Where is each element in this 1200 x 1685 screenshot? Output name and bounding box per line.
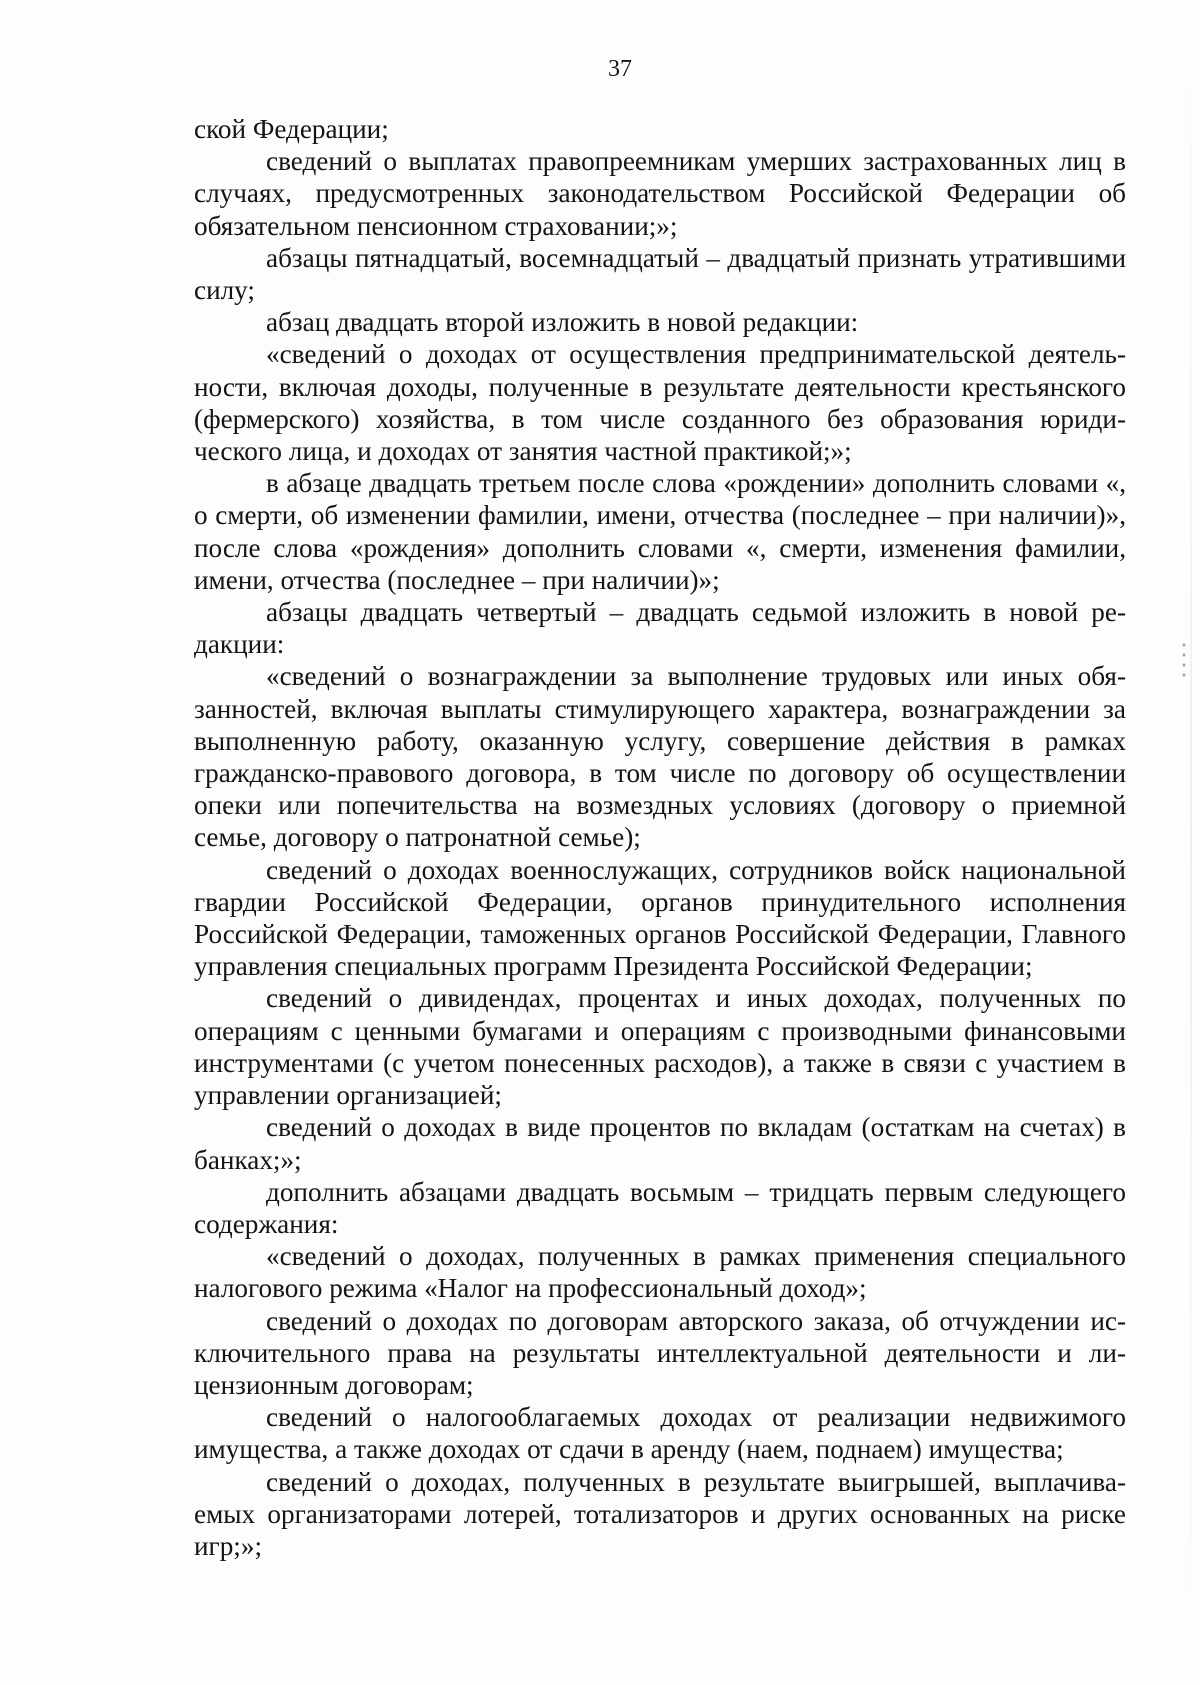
paragraph: сведений о доходах, полученных в результате выигрышей, выплачиваемых организаторами лотерей, тотализаторов и других основанных на риске игр;»; xyxy=(194,1466,1126,1561)
paragraph: сведений о дивидендах, процентах и иных доходах, полученных по операциям с ценными бумагами и операциям с производными финансовыми инструментами (с учетом понесенных расходов), а также в связи с участием в управлении организацией; xyxy=(194,983,1126,1111)
paragraph: сведений о выплатах правопреемникам умерших застрахованных лиц в случаях, предусмотренных законодательством Российской Федерации об обязательном пенсионном страховании;»; xyxy=(194,146,1126,241)
paragraph: «сведений о вознаграждении за выполнение трудовых или иных обязанностей, включая выплаты стимулирующего характера, вознаграждении за выполненную работу, оказанную услугу, совершение действия в рамках гражданско-правового договора, в том числе по договору об осуществлении опеки или попечительства на возмездных условиях (договору о приемной семье, договору о патронатной семье); xyxy=(194,661,1126,853)
paragraph: абзац двадцать второй изложить в новой редакции: xyxy=(266,307,859,338)
paragraph: «сведений о доходах, полученных в рамках применения специального налогового режима «Налог на профессиональный доход»; xyxy=(194,1241,1126,1304)
scan-artifact xyxy=(1182,640,1186,680)
page-number: 37 xyxy=(608,56,632,82)
paragraph: сведений о налогооблагаемых доходах от реализации недвижимого имущества, а также доходах от сдачи в аренду (наем, поднаем) имущества; xyxy=(194,1402,1126,1465)
paragraph: абзацы пятнадцатый, восемнадцатый – двадцатый признать утратившими силу; xyxy=(194,242,1126,306)
document-body xyxy=(194,113,1126,1562)
paragraph: ской Федерации; xyxy=(194,114,389,144)
paragraph: дополнить абзацами двадцать восьмым – тридцать первым следующего содержания: xyxy=(194,1176,1126,1239)
paragraph: сведений о доходах в виде процентов по вкладам (остаткам на счетах) в банках;»; xyxy=(194,1112,1126,1175)
paragraph: сведений о доходах военнослужащих, сотрудников войск национальной гвардии Российской Федерации, органов принудительного исполнения Российской Федерации, таможенных органов Российской Федерации, Главного управления специальных программ Президента Российской Федерации; xyxy=(194,854,1126,982)
paragraph: «сведений о доходах от осуществления предпринимательской деятельности, включая доходы, полученные в результате деятельности крестьянского (фермерского) хозяйства, в том числе созданного без образования юридического лица, и доходах от занятия частной практикой;»; xyxy=(194,339,1126,467)
paragraph: в абзаце двадцать третьем после слова «рождении» дополнить словами «, о смерти, об изменении фамилии, имени, отчества (последнее – при наличии)», после слова «рождения» дополнить словами «, смерти, изменения фамилии, имени, отчества (последнее – при наличии)»; xyxy=(194,468,1126,595)
scan-edge-shadow xyxy=(1190,0,1192,1685)
paragraph: сведений о доходах по договорам авторского заказа, об отчуждении исключительного права на результаты интеллектуальной деятельности и лицензионным договорам; xyxy=(194,1305,1126,1400)
paragraph: абзацы двадцать четвертый – двадцать седьмой изложить в новой редакции: xyxy=(194,597,1126,660)
